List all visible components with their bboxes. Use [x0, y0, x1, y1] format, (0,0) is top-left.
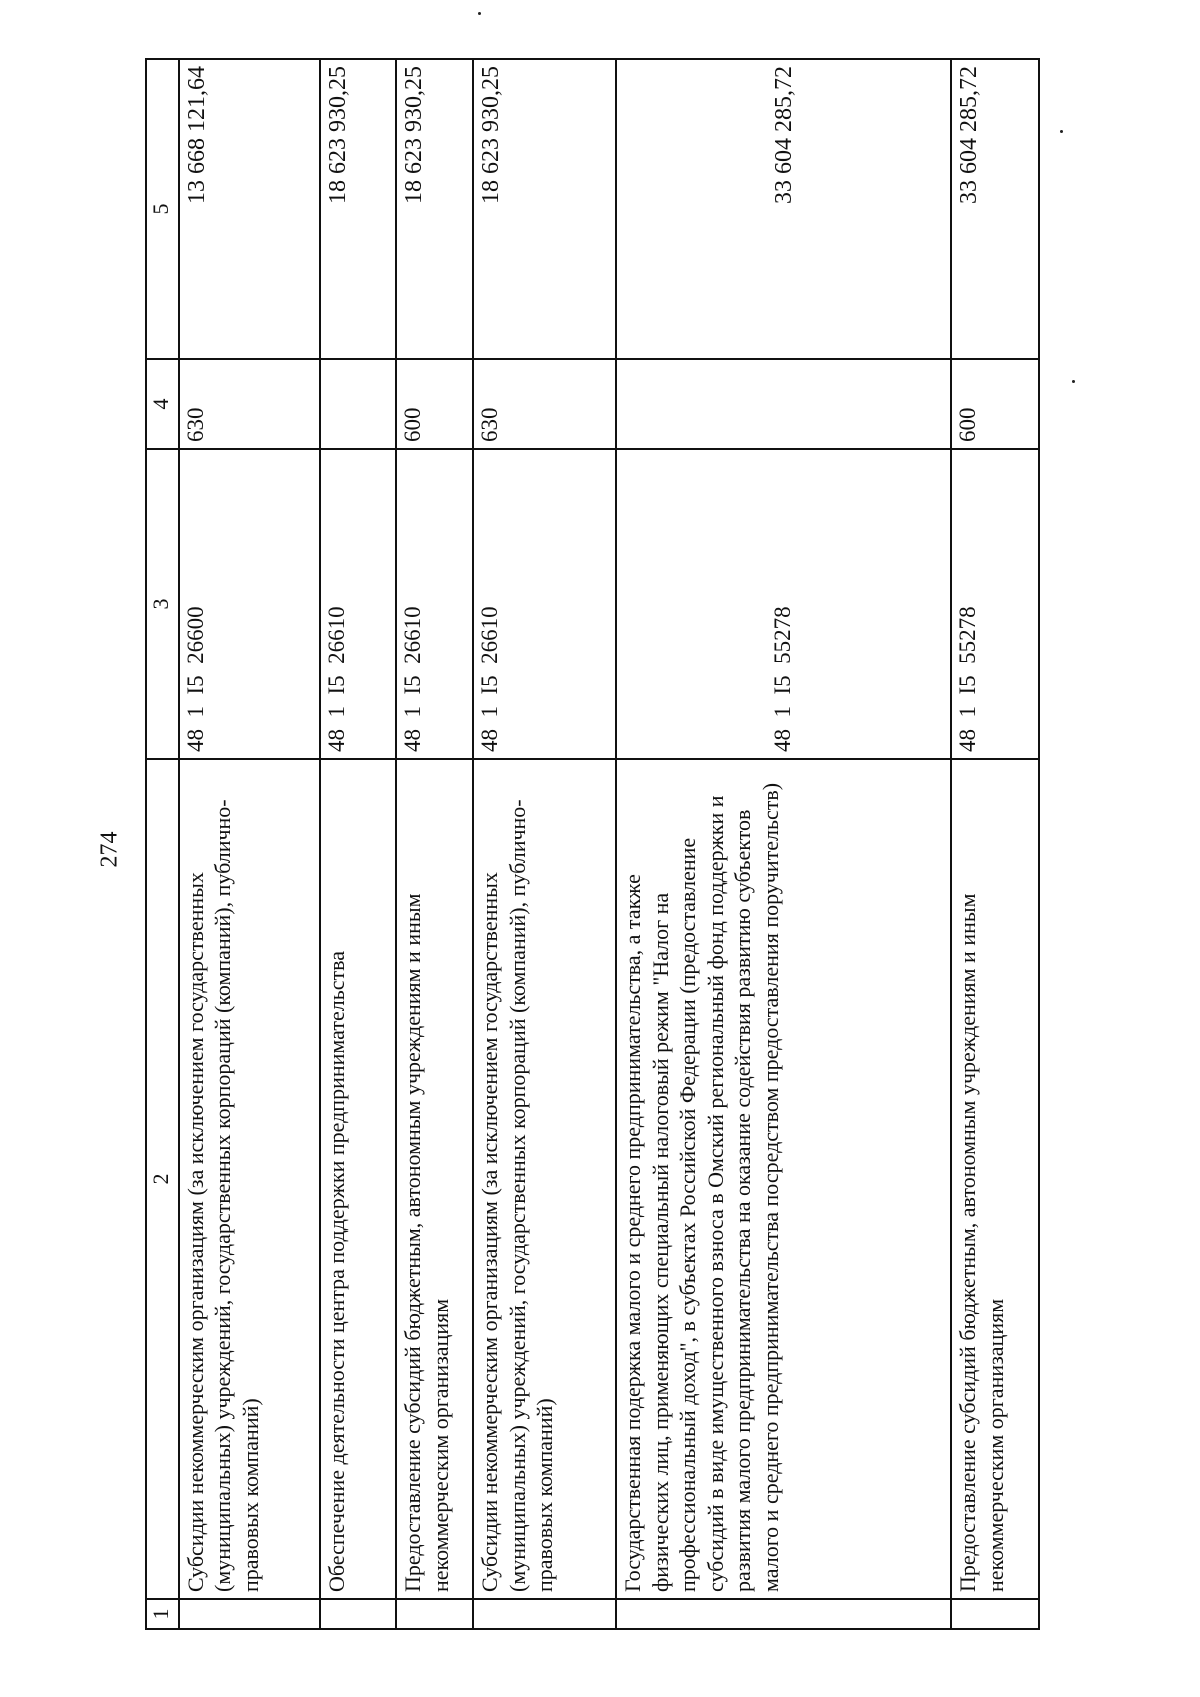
row-vr: 630: [179, 359, 320, 449]
table-row: [179, 59, 320, 1629]
row-name: Обеспечение деятельности центра поддержки предпринимательства: [320, 759, 397, 1599]
row-amount: 18 623 930,25: [473, 59, 616, 359]
row-vr: [320, 359, 397, 449]
page-number: 274: [96, 831, 123, 868]
row-code: 48 1 I5 55278: [951, 449, 1039, 759]
row-name: Государственная подержка малого и среднего предпринимательства, а также физических лиц, применяющих специальный налоговый режим "Налог на профессиональный доход", в субъектах Российской Федерации (предоставление субсидий в виде имущественного взноса в Омский региональный фонд поддержки и развития малого предпринимательства на оказание содействия развитию субъектов малого и среднего предпринимательства посредством предоставления поручительств): [616, 759, 951, 1599]
row-vr: 630: [473, 359, 616, 449]
budget-table: [145, 58, 1040, 1630]
header-cell-2: 2: [146, 759, 179, 1599]
row-amount: 13 668 121,64: [179, 59, 320, 359]
row-vr: 600: [951, 359, 1039, 449]
row-amount: 18 623 930,25: [396, 59, 473, 359]
rotated-table-container: [145, 60, 1040, 1630]
scan-speck: [478, 12, 481, 15]
row-code: 48 1 I5 26610: [473, 449, 616, 759]
header-row: [146, 59, 179, 1629]
row-name: Предоставление субсидий бюджетным, автономным учреждениям и иным некоммерческим организациям: [396, 759, 473, 1599]
header-cell-3: 3: [146, 449, 179, 759]
row-index-cell: [616, 1599, 951, 1629]
table-row: [951, 59, 1039, 1629]
table-row: [320, 59, 397, 1629]
header-cell-1: 1: [146, 1599, 179, 1629]
scan-speck: [1072, 380, 1075, 383]
header-cell-5: 5: [146, 59, 179, 359]
row-index-cell: [951, 1599, 1039, 1629]
row-index-cell: [396, 1599, 473, 1629]
row-code: 48 1 I5 26610: [396, 449, 473, 759]
row-index-cell: [473, 1599, 616, 1629]
row-amount: 33 604 285,72: [616, 59, 951, 359]
row-amount: 18 623 930,25: [320, 59, 397, 359]
row-code: 48 1 I5 26600: [179, 449, 320, 759]
row-code: 48 1 I5 55278: [616, 449, 951, 759]
table-row: [473, 59, 616, 1629]
scan-speck: [1060, 130, 1063, 133]
row-name: Субсидии некоммерческим организациям (за исключением государственных (муниципальных) учреждений, государственных корпораций (компаний), публично-правовых компаний): [179, 759, 320, 1599]
row-vr: [616, 359, 951, 449]
header-cell-4: 4: [146, 359, 179, 449]
table-row: [396, 59, 473, 1629]
row-name: Предоставление субсидий бюджетным, автономным учреждениям и иным некоммерческим организациям: [951, 759, 1039, 1599]
table-row: [616, 59, 951, 1629]
row-vr: 600: [396, 359, 473, 449]
row-index-cell: [320, 1599, 397, 1629]
row-name: Субсидии некоммерческим организациям (за исключением государственных (муниципальных) учреждений, государственных корпораций (компаний), публично-правовых компаний): [473, 759, 616, 1599]
row-amount: 33 604 285,72: [951, 59, 1039, 359]
row-code: 48 1 I5 26610: [320, 449, 397, 759]
row-index-cell: [179, 1599, 320, 1629]
